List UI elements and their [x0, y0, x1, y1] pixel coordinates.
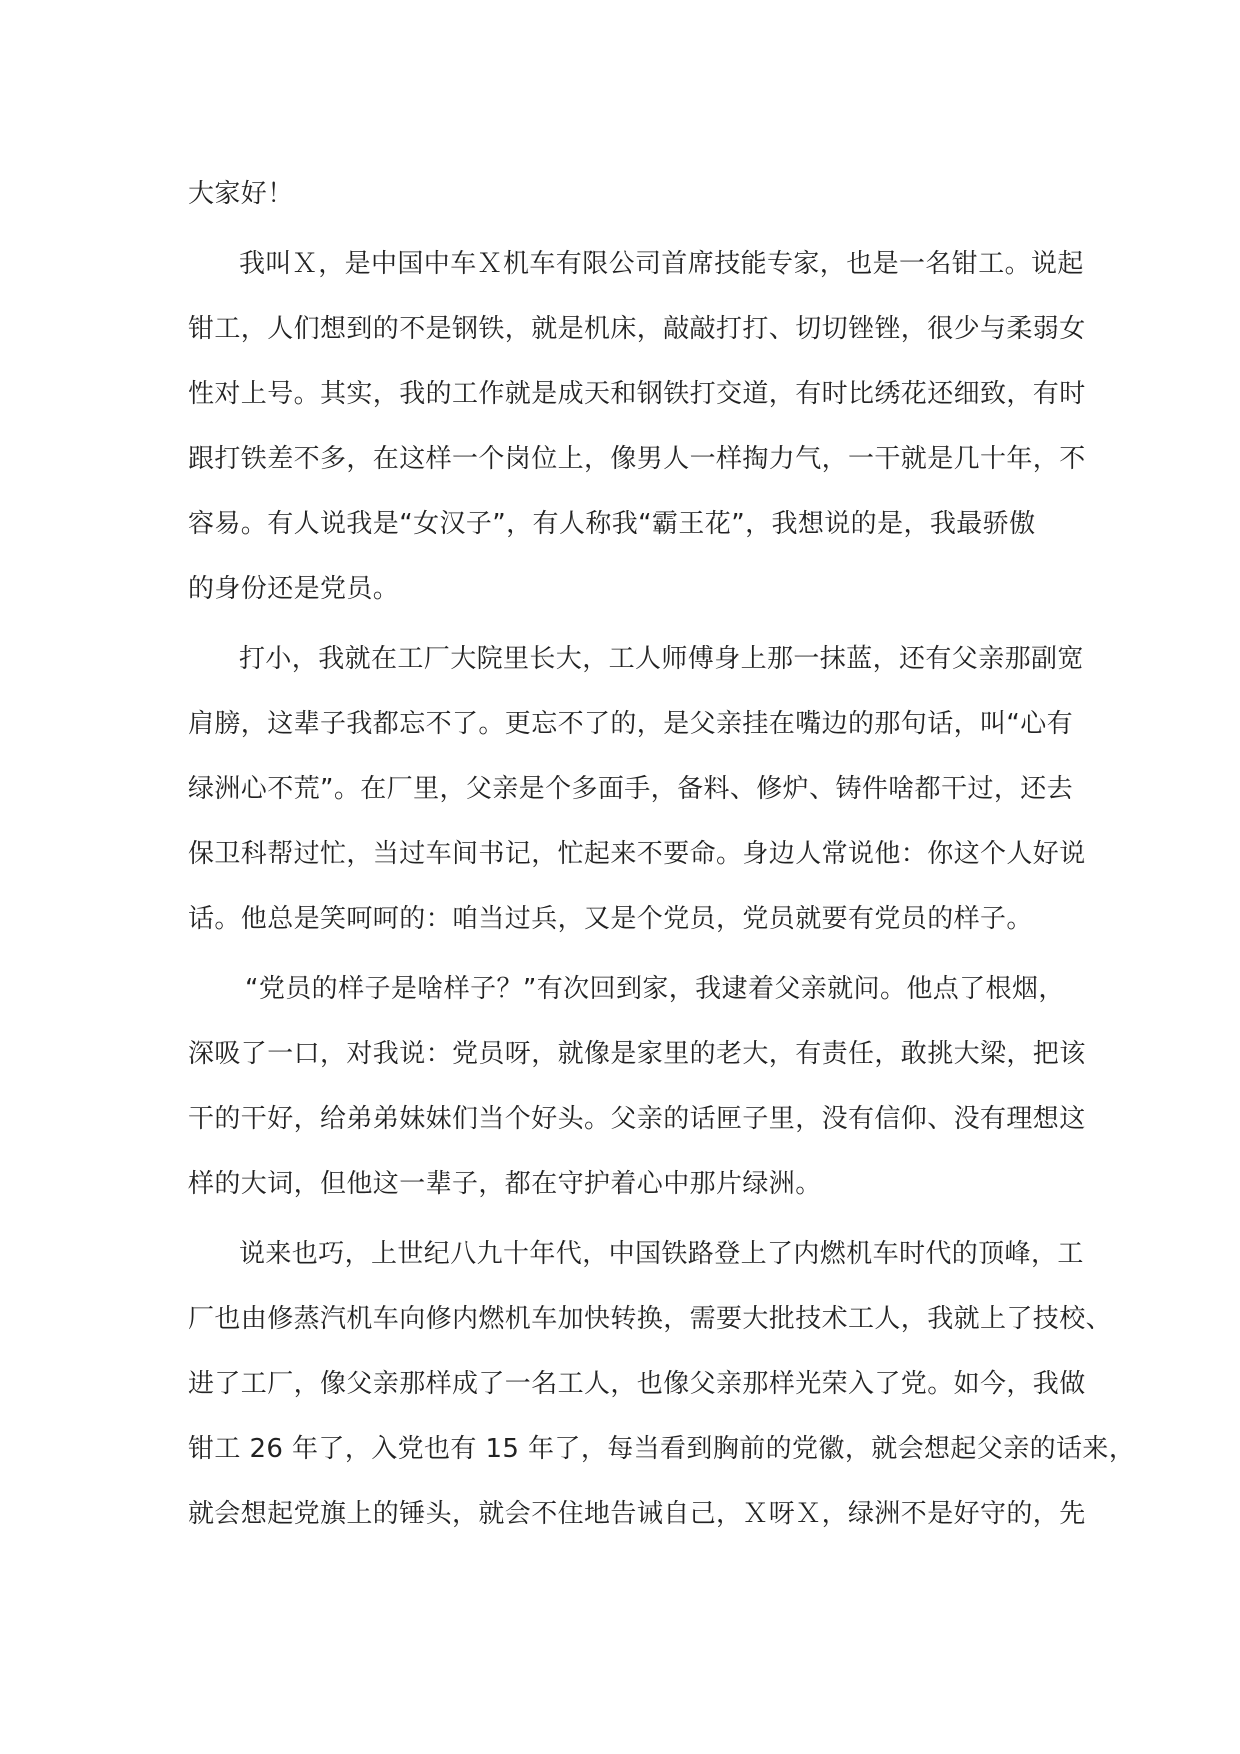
paragraph-4-line-4: 钳工 26 年了，入党也有 15 年了，每当看到胸前的党徽，就会想起父亲的话来， — [188, 1434, 1136, 1464]
paragraph-3-line-1: “党员的样子是啥样子？”有次回到家，我逮着父亲就问。他点了根烟， — [245, 974, 1065, 1004]
paragraph-1-line-2: 钳工，人们想到的不是钢铁，就是机床，敲敲打打、切切锉锉，很少与柔弱女 — [188, 314, 1086, 344]
paragraph-4-line-1: 说来也巧，上世纪八九十年代，中国铁路登上了内燃机车时代的顶峰，工 — [239, 1239, 1084, 1269]
paragraph-1-line-1: 我叫Ｘ，是中国中车Ｘ机车有限公司首席技能专家，也是一名钳工。说起 — [239, 249, 1084, 279]
greeting-line: 大家好！ — [188, 179, 294, 209]
paragraph-1-line-5: 容易。有人说我是“女汉子”，有人称我“霸王花”，我想说的是，我最骄傲 — [188, 509, 1036, 539]
paragraph-2-line-5: 话。他总是笑呵呵的：咱当过兵，又是个党员，党员就要有党员的样子。 — [188, 904, 1033, 934]
paragraph-3-line-3: 干的干好，给弟弟妹妹们当个好头。父亲的话匣子里，没有信仰、没有理想这 — [188, 1104, 1086, 1134]
paragraph-4-line-3: 进了工厂，像父亲那样成了一名工人，也像父亲那样光荣入了党。如今，我做 — [188, 1369, 1086, 1399]
paragraph-2-line-1: 打小，我就在工厂大院里长大，工人师傅身上那一抹蓝，还有父亲那副宽 — [239, 644, 1084, 674]
paragraph-1-line-3: 性对上号。其实，我的工作就是成天和钢铁打交道，有时比绣花还细致，有时 — [188, 379, 1086, 409]
paragraph-3-line-2: 深吸了一口，对我说：党员呀，就像是家里的老大，有责任，敢挑大梁，把该 — [188, 1039, 1086, 1069]
paragraph-4-line-2: 厂也由修蒸汽机车向修内燃机车加快转换，需要大批技术工人，我就上了技校、 — [188, 1304, 1113, 1334]
paragraph-4-line-5: 就会想起党旗上的锤头，就会不住地告诫自己，Ｘ呀Ｘ，绿洲不是好守的，先 — [188, 1499, 1086, 1529]
paragraph-1-line-4: 跟打铁差不多，在这样一个岗位上，像男人一样掏力气，一干就是几十年，不 — [188, 444, 1086, 474]
paragraph-2-line-3: 绿洲心不荒”。在厂里，父亲是个多面手，备料、修炉、铸件啥都干过，还去 — [188, 774, 1074, 804]
paragraph-1-line-6: 的身份还是党员。 — [188, 574, 400, 604]
paragraph-2-line-2: 肩膀，这辈子我都忘不了。更忘不了的，是父亲挂在嘴边的那句话，叫“心有 — [188, 709, 1074, 739]
paragraph-2-line-4: 保卫科帮过忙，当过车间书记，忙起来不要命。身边人常说他：你这个人好说 — [188, 839, 1086, 869]
paragraph-3-line-4: 样的大词，但他这一辈子，都在守护着心中那片绿洲。 — [188, 1169, 822, 1199]
